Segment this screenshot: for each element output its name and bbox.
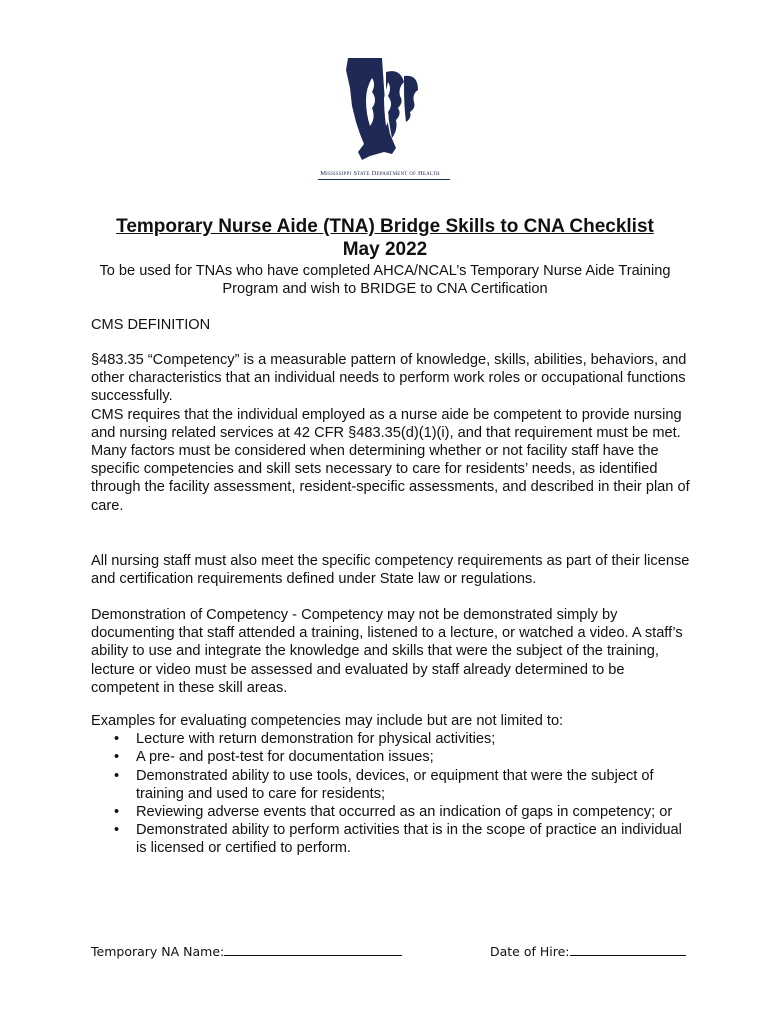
list-item: • Demonstrated ability to use tools, devices, or equipment that were the subject of training and used to care for residents; [136, 767, 691, 803]
demonstration-paragraph: Demonstration of Competency - Competency may not be demonstrated simply by documenting that staff attended a training, listened to a lecture, or watched a video. A staff’s ability to use and integrate the knowledge and skills that were the subject of the training, lecture or video must be assessed and evaluated by staff already determined to be competent in these skill areas. [91, 607, 683, 696]
list-item: • Reviewing adverse events that occurred as an indication of gaps in competency; or [136, 803, 691, 821]
examples-intro: Examples for evaluating competencies may include but are not limited to: [91, 713, 564, 729]
list-item: • A pre- and post-test for documentation issues; [136, 748, 691, 766]
definition-paragraph: Many factors must be considered when determining whether or not facility staff have the specific competencies and skill sets necessary to care for residents’ needs, as identified through the facility assessment, resident-specific assessments, and described in their plan of care. [91, 443, 690, 514]
logo-underline [318, 179, 450, 180]
hire-date-field-group [490, 943, 686, 959]
name-field-label: Temporary NA Name: [91, 944, 225, 959]
definition-block [91, 351, 691, 515]
document-date: May 2022 [342, 239, 428, 260]
department-logo [300, 48, 460, 188]
definition-paragraph: §483.35 “Competency” is a measurable pattern of knowledge, skills, abilities, behaviors, and other characteristics that an individual needs to perform work roles or occupational functions successfully. [91, 352, 687, 405]
document-subtitle: To be used for TNAs who have completed AHCA/NCAL’s Temporary Nurse Aide Training Program and wish to BRIDGE to CNA Certification [99, 263, 671, 297]
mississippi-state-profiles-icon [300, 48, 460, 170]
document-title: Temporary Nurse Aide (TNA) Bridge Skills to CNA Checklist [116, 216, 654, 237]
definition-paragraph: CMS requires that the individual employed as a nurse aide be competent to provide nursing and nursing related services at 42 CFR §483.35(d)(1)(i), and that requirement must be met. [91, 406, 682, 441]
logo-caption: Mississippi State Department of Health [320, 170, 440, 177]
examples-list [91, 730, 691, 857]
name-field-line[interactable] [224, 943, 402, 956]
license-paragraph: All nursing staff must also meet the specific competency requirements as part of their license and certification requirements defined under State law or regulations. [91, 553, 690, 588]
hire-date-field-label: Date of Hire: [490, 944, 570, 959]
list-item: • Demonstrated ability to perform activities that is in the scope of practice an individual is licensed or certified to perform. [136, 821, 691, 857]
list-item: • Lecture with return demonstration for physical activities; [136, 730, 691, 748]
section-heading: CMS DEFINITION [91, 317, 211, 333]
hire-date-field-line[interactable] [570, 943, 686, 956]
examples-section [91, 712, 691, 858]
name-field-group [91, 943, 402, 959]
